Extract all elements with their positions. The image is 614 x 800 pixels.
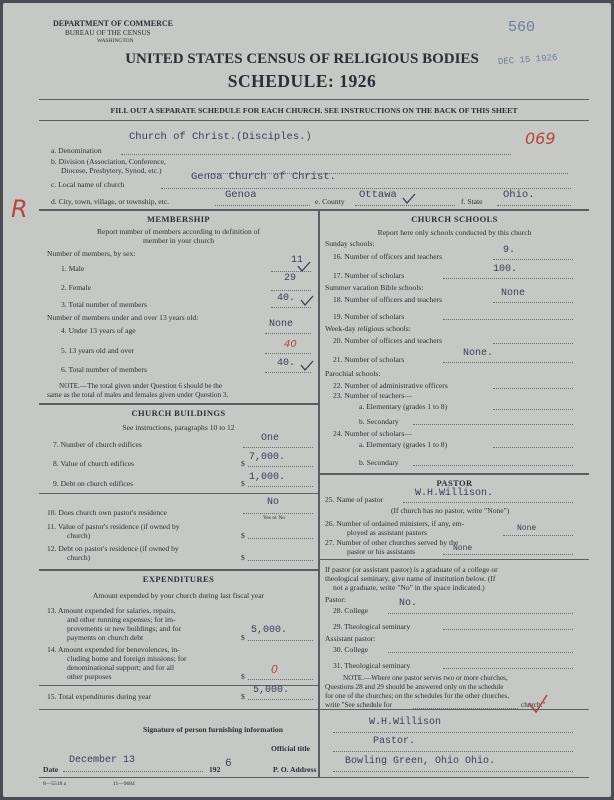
pastor-note-3: for one of the churches; on the schedules for the other churches,: [325, 692, 510, 700]
county-label: e. County: [315, 197, 345, 206]
signature-label: Signature of person furnishing information: [143, 725, 283, 734]
form-number: 8—5518 a: [43, 781, 67, 787]
pastor-note-4: write "See schedule for: [325, 701, 392, 709]
form-number-2: 11—9684: [113, 781, 135, 787]
city-label: WASHINGTON: [97, 38, 134, 44]
q8-label: 8. Value of church edifices: [53, 459, 135, 468]
section-rule: [319, 559, 589, 560]
q18-label: 18. Number of officers and teachers: [333, 295, 443, 304]
city-value: Genoa: [225, 189, 257, 201]
q24-label: 24. Number of scholars—: [333, 429, 412, 438]
rule: [39, 120, 589, 121]
parochial-label: Parochial schools:: [325, 369, 381, 378]
fill-line: [248, 679, 313, 680]
form-title: UNITED STATES CENSUS OF RELIGIOUS BODIES: [125, 51, 479, 67]
q20-label: 20. Number of officers and teachers: [333, 336, 443, 345]
fill-line: [413, 424, 573, 425]
city-label: d. City, town, village, or township, etc.: [51, 197, 170, 206]
q22-label: 22. Number of administrative officers: [333, 381, 448, 390]
expenditures-intro: Amount expended by your church during last fiscal year: [92, 591, 265, 600]
fill-line: [265, 353, 311, 354]
fill-line: [265, 333, 311, 334]
graduate-note-2: theological seminary, give name of institution below. (If: [325, 574, 496, 583]
fill-line: [271, 307, 311, 308]
q5-label: 5. 13 years old and over: [61, 346, 134, 355]
q31-label: 31. Theological seminary: [333, 661, 411, 670]
q19-label: 19. Number of scholars: [333, 312, 405, 321]
pastor-note-2: Questions 28 and 29 should be answered only on the schedule: [325, 683, 504, 691]
q10-value: No: [267, 497, 280, 508]
q8-value: 7,000.: [249, 452, 286, 463]
local-name-label: c. Local name of church: [51, 180, 125, 189]
q27-label: 27. Number of other churches served by the: [325, 538, 459, 547]
file-number: 560: [508, 19, 536, 36]
buildings-intro: See instructions, paragraphs 10 to 12: [122, 423, 235, 432]
q25-label: 25. Name of pastor: [325, 495, 384, 504]
q16-value: 9.: [503, 245, 516, 256]
pastor-heading: PASTOR: [436, 478, 473, 488]
pastor-sublabel: Pastor:: [325, 595, 347, 604]
check-mark-icon: [297, 259, 311, 273]
fill-line: [493, 343, 573, 344]
denomination-label: a. Denomination: [51, 146, 102, 155]
q13-value: 5,000.: [251, 625, 288, 636]
date-value: December 13: [69, 755, 136, 766]
q5-value: 40: [284, 339, 297, 350]
division-label-2: Diocese, Presbytery, Synod, etc.): [61, 166, 162, 175]
age-heading: Number of members under and over 13 years old:: [47, 313, 199, 322]
census-schedule-page: [3, 3, 611, 797]
q7-label: 7. Number of church edifices: [53, 440, 142, 449]
county-value: Ottawa: [359, 189, 397, 201]
year-prefix: 192: [209, 765, 221, 774]
q15-dollar: $: [241, 692, 245, 701]
q14-dollar: $: [241, 672, 245, 681]
fill-line: [443, 554, 573, 555]
membership-note-2: same as the total of males and females given under Question 3.: [47, 391, 229, 399]
q10-label: 10. Does church own pastor's residence: [47, 508, 167, 517]
fill-line: [333, 771, 573, 772]
rule: [39, 99, 589, 100]
q18-value: None: [501, 288, 526, 299]
dept-label: DEPARTMENT OF COMMERCE: [53, 19, 174, 28]
state-value: Ohio.: [503, 189, 535, 201]
sunday-label: Sunday schools:: [325, 239, 375, 248]
fill-line: [493, 302, 573, 303]
fill-line: [443, 629, 573, 630]
fill-line: [493, 409, 573, 410]
expenditures-heading: EXPENDITURES: [142, 574, 215, 584]
fill-line: [388, 613, 573, 614]
fill-line: [248, 466, 313, 467]
signature-value: W.H.Willison: [369, 717, 442, 728]
q14-label: 14. Amount expended for benevolences, in-: [47, 645, 180, 654]
q23-label: 23. Number of teachers—: [333, 391, 412, 400]
section-rule: [39, 777, 589, 778]
q16-label: 16. Number of officers and teachers: [333, 252, 443, 261]
pastor-note-5: church.": [521, 701, 546, 709]
section-rule: [39, 709, 589, 710]
fill-line: [248, 640, 313, 641]
q15-label: 15. Total expenditures during year: [47, 692, 152, 701]
official-title-label: Official title: [271, 744, 311, 753]
section-rule: [39, 209, 589, 211]
q7-value: One: [261, 433, 280, 444]
q2-value: 29: [284, 273, 297, 284]
q28-label: 28. College: [333, 606, 369, 615]
q6-label: 6. Total number of members: [61, 365, 148, 374]
q4-value: None: [269, 319, 294, 330]
q4-label: 4. Under 13 years of age: [61, 326, 136, 335]
q17-label: 17. Number of scholars: [333, 271, 405, 280]
fill-line: [248, 538, 313, 539]
fill-line: [271, 290, 311, 291]
fill-line: [333, 732, 573, 733]
section-rule: [39, 403, 319, 405]
q25-hint: (If church has no pastor, write "None"): [391, 506, 510, 515]
q26-label-2: ployed as assistant pastors: [347, 528, 427, 537]
q12-label: 12. Debt on pastor's residence (if owned by: [47, 544, 179, 553]
fill-line: [493, 259, 573, 260]
q1-value: 11: [291, 255, 304, 266]
q17-value: 100.: [493, 264, 518, 275]
q9-dollar: $: [241, 479, 245, 488]
q2-label: 2. Female: [61, 283, 91, 292]
membership-heading: MEMBERSHIP: [146, 214, 211, 224]
division-label: b. Division (Association, Conference,: [51, 157, 166, 166]
date-label: Date: [43, 765, 59, 774]
q13-dollar: $: [241, 633, 245, 642]
fill-line: [248, 560, 313, 561]
q23a-label: a. Elementary (grades 1 to 8): [359, 402, 448, 411]
q25-value: W.H.Willison.: [415, 488, 494, 499]
year-suffix: 6: [225, 758, 232, 770]
summer-label: Summer vacation Bible schools:: [325, 283, 424, 292]
state-label: f. State: [461, 197, 483, 206]
fill-line: [333, 751, 573, 752]
q14-label-3: denominational support; and for all: [67, 663, 175, 672]
q6-value: 40.: [277, 358, 296, 369]
q11-label-2: church): [67, 531, 91, 540]
q14-label-2: cluding home and foreign missions; for: [67, 654, 187, 663]
fill-line: [121, 154, 511, 155]
fill-line: [443, 668, 573, 669]
denomination-value: Church of Christ.(Disciples.): [129, 131, 312, 143]
q12-dollar: $: [241, 553, 245, 562]
q15-value: 5,000.: [253, 685, 290, 696]
q3-value: 40.: [277, 293, 296, 304]
fill-line: [355, 205, 455, 206]
fill-line: [243, 513, 313, 514]
q13-label: 13. Amount expended for salaries, repairs,: [47, 606, 176, 615]
fill-line: [248, 699, 313, 700]
q9-label: 9. Debt on church edifices: [53, 479, 133, 488]
q27-value: None: [453, 544, 473, 553]
q28-value: No.: [399, 598, 418, 609]
q26-value: None: [517, 524, 537, 533]
q3-label: 3. Total number of members: [61, 300, 148, 309]
fill-line: [248, 486, 313, 487]
fill-line: [215, 205, 310, 206]
q14-value: 0: [271, 663, 278, 676]
by-sex-label: Number of members, by sex:: [47, 249, 136, 258]
fill-line: [443, 278, 573, 279]
fill-line: [413, 465, 573, 466]
fill-line: [388, 652, 573, 653]
fill-line: [265, 372, 311, 373]
q10-hint: Yes or No: [263, 515, 286, 521]
buildings-heading: CHURCH BUILDINGS: [131, 408, 226, 418]
bureau-label: BUREAU OF THE CENSUS: [65, 29, 151, 37]
q23b-label: b. Secondary: [359, 417, 399, 426]
asst-pastor-label: Assistant pastor:: [325, 634, 376, 643]
check-mark-icon: [300, 293, 314, 307]
section-rule: [39, 493, 319, 494]
instruction-banner: FILL OUT A SEPARATE SCHEDULE FOR EACH CHURCH. SEE INSTRUCTIONS ON THE BACK OF THIS SHEET: [110, 106, 518, 115]
red-mark-annotation: R: [11, 195, 28, 223]
section-rule: [39, 569, 319, 571]
membership-intro: Report number of members according to definition of: [96, 227, 260, 236]
fill-line: [403, 502, 573, 503]
q14-label-4: other purposes: [67, 672, 112, 681]
schools-intro: Report here only schools conducted by this church: [377, 228, 532, 237]
pastor-note: NOTE.—Where one pastor serves two or more churches,: [343, 674, 508, 682]
q21-value: None.: [463, 348, 494, 359]
fill-line: [443, 319, 573, 320]
schools-heading: CHURCH SCHOOLS: [411, 214, 498, 224]
fill-line: [493, 447, 573, 448]
q8-dollar: $: [241, 459, 245, 468]
q13-label-2: and other running expenses; for im-: [67, 615, 176, 624]
official-title-value: Pastor.: [373, 736, 416, 747]
weekday-label: Week-day religious schools:: [325, 324, 411, 333]
q27-label-2: pastor or his assistants: [347, 547, 416, 556]
q12-label-2: church): [67, 553, 91, 562]
received-date-stamp: DEC 15 1926: [497, 52, 558, 68]
q13-label-3: provements or new buildings; and for: [67, 624, 182, 633]
po-address-value: Bowling Green, Ohio Ohio.: [345, 756, 496, 767]
check-mark-icon: [402, 191, 416, 205]
q13-label-4: payments on church debt: [67, 633, 144, 642]
fill-line: [63, 771, 203, 772]
check-mark-icon: [527, 693, 549, 715]
graduate-note-3: not a graduate, write "No" in the space indicated.): [333, 583, 485, 592]
graduate-note: If pastor (or assistant pastor) is a graduate of a college or: [325, 565, 498, 574]
fill-line: [493, 388, 573, 389]
q1-label: 1. Male: [61, 264, 85, 273]
local-name-value: Genoa Church of Christ.: [191, 171, 336, 183]
fill-line: [503, 535, 573, 536]
section-rule: [319, 473, 589, 475]
q11-label: 11. Value of pastor's residence (if owned by: [47, 522, 180, 531]
membership-note: NOTE.—The total given under Question 6 should be the: [59, 382, 223, 390]
q26-label: 26. Number of ordained ministers, if any, em-: [325, 519, 465, 528]
q24a-label: a. Elementary (grades 1 to 8): [359, 440, 448, 449]
red-code-annotation: 069: [525, 129, 556, 148]
q24b-label: b. Secondary: [359, 458, 399, 467]
fill-line: [243, 447, 313, 448]
membership-intro-2: member in your church: [142, 236, 215, 245]
q9-value: 1,000.: [249, 472, 286, 483]
q29-label: 29. Theological seminary: [333, 622, 411, 631]
check-mark-icon: [300, 358, 314, 372]
form-subtitle: SCHEDULE: 1926: [227, 71, 377, 91]
po-address-label: P. O. Address: [273, 765, 317, 774]
q11-dollar: $: [241, 531, 245, 540]
fill-line: [497, 205, 571, 206]
q21-label: 21. Number of scholars: [333, 355, 405, 364]
fill-line: [443, 362, 573, 363]
q30-label: 30. College: [333, 645, 369, 654]
